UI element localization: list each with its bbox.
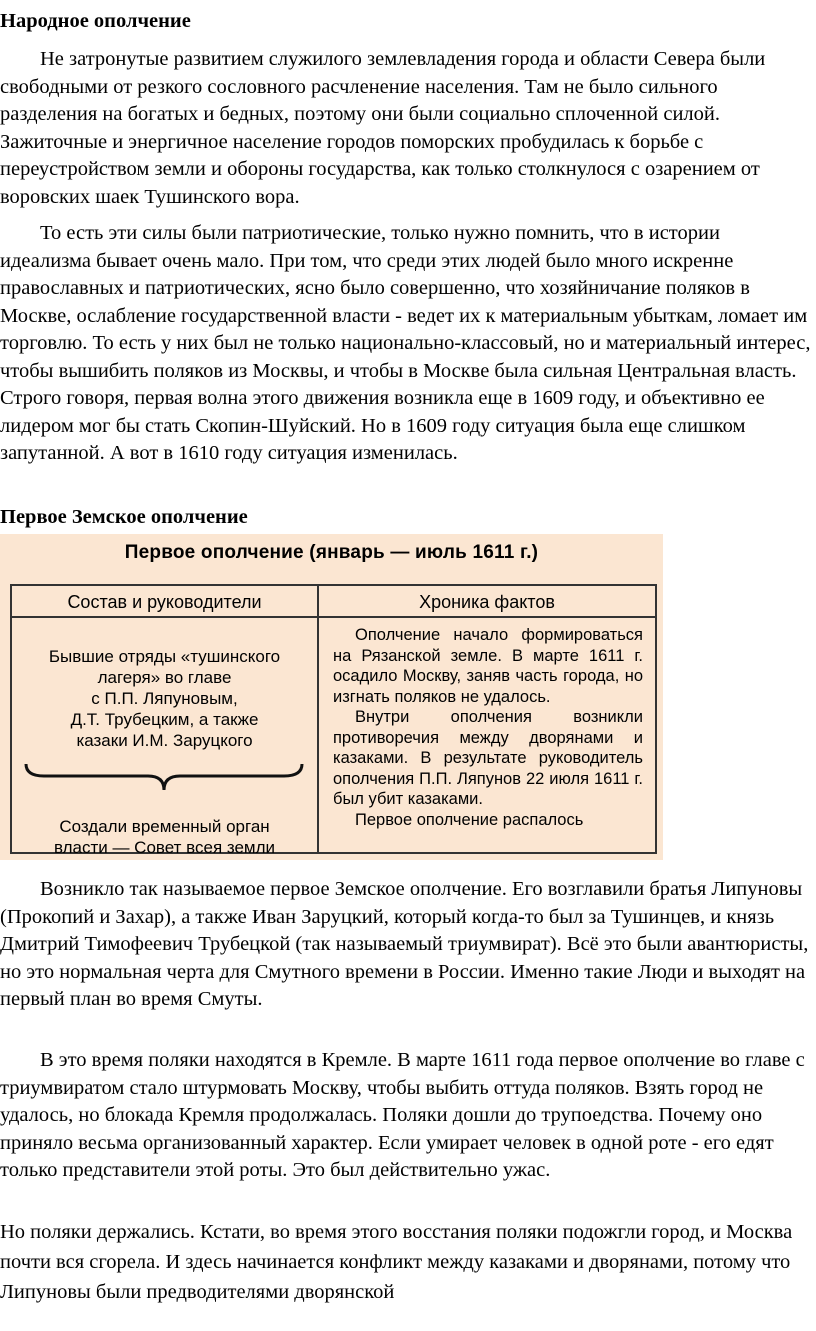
paragraph-3-text: Возникло так называемое первое Земское ополчение. Его возглавили братья Липуновы (Прокопий и Захар), а также Иван Заруцкий, который когда-то был за Тушинцев, и князь Дмитрий Тимофеевич Трубецкой (так называемый триумвират). Всё это были авантюристы, но это нормальная черта для Смутного времени в России. Именно такие Люди и выходят на первый план во время Смуты. — [0, 878, 809, 1010]
paragraph-2 — [0, 220, 816, 468]
composition-line: Бывшие отряды «тушинского — [48, 647, 281, 666]
figure-title: Первое ополчение (январь — июль 1611 г.) — [124, 542, 539, 563]
curly-brace-icon — [24, 762, 304, 792]
council-line: Создали временный орган — [59, 817, 270, 836]
section-heading-first-militia — [0, 504, 816, 532]
composition-line: с П.П. Ляпуновым, — [91, 689, 238, 708]
chronicle-cell — [319, 618, 657, 854]
composition-line: казаки И.М. Заруцкого — [76, 731, 253, 750]
composition-cell — [10, 618, 319, 857]
paragraph-5 — [0, 1217, 816, 1307]
heading-text: Народное ополчение — [0, 10, 191, 32]
paragraph-4 — [0, 1047, 816, 1185]
paragraph-1 — [0, 46, 816, 211]
chronicle-paragraph: Ополчение начало формироваться на Рязанской земле. В марте 1611 г. осадило Москву, заняв часть города, но изгнать поляков не удалось. — [333, 626, 643, 706]
section-heading-people-militia — [0, 8, 816, 36]
composition-line: Д.Т. Трубецким, а также — [70, 710, 259, 729]
composition-text — [12, 646, 317, 751]
column-header-composition: Состав и руководители — [10, 584, 319, 618]
column-header-chronicle: Хроника фактов — [319, 584, 657, 618]
paragraph-1-text: Не затронутые развитием служилого землевладения города и области Севера были свободными от резкого сословного расчленение населения. Там не было сильного разделения на богатых и бедных, поэтому они были социально сплоченной силой. Зажиточные и энергичное население городов поморских пробудилась к борьбе с переустройством земли и обороны государства, как только столкнулося с озарением от воровских шаек Тушинского вора. — [0, 48, 766, 208]
chronicle-paragraph: Первое ополчение распалось — [355, 810, 584, 829]
first-militia-figure — [0, 534, 663, 860]
paragraph-4-text: В это время поляки находятся в Кремле. В марте 1611 года первое ополчение во главе с триумвиратом стало штурмовать Москву, чтобы выбить оттуда поляков. Взять город не удалось, но блокада Кремля продолжалась. Поляки дошли до трупоедства. Почему оно приняло весьма организованный характер. Если умирает человек в одной роте - его едят только представители этой роты. Это был действительно ужас. — [0, 1049, 805, 1181]
heading-text: Первое Земское ополчение — [0, 506, 248, 528]
composition-line: лагеря» во главе — [97, 668, 232, 687]
paragraph-2-text: То есть эти силы были патриотические, только нужно помнить, что в истории идеализма бывает очень мало. При том, что среди этих людей было много искренне православных и патриотических, ясно было совершенно, что хозяйничание поляков в Москве, ослабление государственной власти - ведет их к материальным убыткам, ломает им торговлю. То есть у них был не только национально-классовый, но и материальный интерес, чтобы вышибить поляков из Москвы, и чтобы в Москве была сильная Центральная власть. Строго говоря, первая волна этого движения возникла еще в 1609 году, и объективно ее лидером мог бы стать Скопин-Шуйский. Но в 1609 году ситуация была еще слишком запутанной. А вот в 1610 году ситуация изменилась. — [0, 222, 811, 464]
council-line: власти — Совет всея земли — [53, 838, 276, 857]
chronicle-paragraph: Внутри ополчения возникли противоречия между дворянами и казаками. В результате руководитель ополчения П.П. Ляпунов 22 июля 1611 г. был убит казаками. — [333, 708, 643, 808]
paragraph-5-text: Но поляки держались. Кстати, во время этого восстания поляки подожгли город, и Москва почти вся сгорела. И здесь начинается конфликт между казаками и дворянами, потому что Липуновы были предводителями дворянской — [0, 1221, 793, 1303]
chronicle-text — [333, 625, 643, 830]
paragraph-3 — [0, 876, 816, 1014]
figure-table — [10, 584, 657, 857]
council-text — [12, 816, 317, 858]
